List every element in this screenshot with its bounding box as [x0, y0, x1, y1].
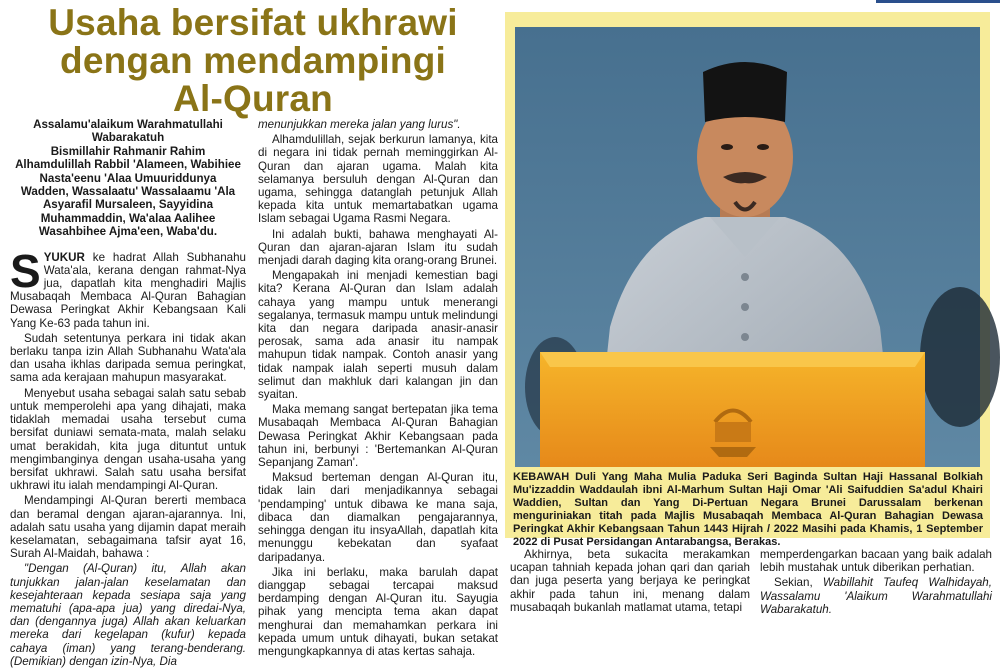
opening-line: Asyarafil Mursaleen, Sayyidina	[42, 198, 214, 212]
article-column-4	[760, 548, 992, 618]
photo-caption-box	[505, 12, 990, 548]
article-column-2	[258, 118, 498, 660]
paragraph: Ini adalah bukti, bahawa menghayati Al-Quran dan ajaran-ajaran Islam itu sudah menjadi darah daging kita orang-orang Brunei.	[258, 227, 498, 268]
photo-caption: KEBAWAH Duli Yang Maha Mulia Paduka Seri Baginda Sultan Haji Hassanal Bolkiah Mu'izzaddin Waddaulah ibni Al-Marhum Sultan Haji Omar 'Ali Saifuddien Sa'adul Khairi Waddien, Sultan dan Yang Di-Pertuan Negara Brunei Darussalam berkenan menguriniakan titah pada Majlis Musabaqah Membaca Al-Quran Bahagian Dewasa Peringkat Akhir Kebangsaan Tahun 1443 Hijrah / 2022 Masihi pada Khamis, 1 September 2022 di Pusat Persidangan Antarabangsa, Berakas.	[513, 471, 983, 548]
opening-line: Wadden, Wassalaatu' Wassalaamu 'Ala	[20, 185, 236, 199]
opening-salutation	[10, 118, 246, 239]
paragraph-text: ke hadrat Allah Subhanahu Wata'ala, kerana dengan rahmat-Nya jua, dapatlah kita menghadiri Majlis Musabaqah Membaca Al-Quran Bahagian Dewasa Peringkat Akhir Kebangsaan Kali Yang Ke-63 pada tahun ini.	[10, 250, 246, 330]
closing-salutation: Wabillahit Taufeq Walhidayah, Wassalamu 'Alaikum Warahmatullahi Wabarakatuh.	[760, 576, 992, 616]
paragraph: Sudah setentunya perkara ini tidak akan berlaku tanpa izin Allah Subhanahu Wata'ala dan usaha ikhlas daripada semua peringkat, sama ada kerajaan mahupun masyarakat.	[10, 331, 246, 385]
paragraph	[10, 244, 246, 330]
opening-line: Wabarakatuh	[91, 131, 165, 145]
opening-line: Alhamdulillah Rabbil 'Alameen, Wabihiee	[15, 158, 241, 172]
headline	[8, 4, 498, 118]
paragraph: Alhamdulillah, sejak berkurun lamanya, kita di negara ini tidak pernah meminggirkan Al-Quran dan ajaran ugama. Malah kita selamanya bersuluh dengan Al-Quran dan ugama, sehingga datanglah petunjuk Allah kepada kita untuk memartabatkan ugama Islam sebagai Ugama Rasmi Negara.	[258, 133, 498, 226]
top-rule	[876, 0, 1000, 3]
paragraph: Maksud berteman dengan Al-Quran itu, tidak lain dari menjadikannya sebagai 'pendamping' untuk dibawa ke mana saja, dibaca dan diamalkan pengajarannya, sehingga dengan itu insyaAllah, dapatlah kita menunggu kebekatan dan syafaat daripadanya.	[258, 471, 498, 564]
closing-paragraph	[760, 576, 992, 616]
paragraph: Menyebut usaha sebagai salah satu sebab untuk memperolehi apa yang dihajati, maka tidaklah memadai usaha tersebut cuma bersifat duniawi semata-mata, malah selaku umat berakidah, kita juga dituntut untuk mengimbanginya dengan usaha-usaha yang bersifat ukhrawi. Salah satu usaha bersifat ukhrawi itu ialah mendampingi Al-Quran.	[10, 386, 246, 493]
paragraph: Mengapakah ini menjadi kemestian bagi kita? Kerana Al-Quran dan Islam adalah cahaya yang mampu untuk menerangi segalanya, termasuk mampu untuk melindungi kita dan negara daripada anasir-anasir perosak, sama ada anasir itu nampak mahupun tidak nampak. Contoh anasir yang tidak nampak ialah seperti musuh dalam selimut dan makhluk dari kalangan jin dan syaitan.	[258, 269, 498, 402]
paragraph: memperdengarkan bacaan yang baik adalah lebih mustahak untuk diberikan perhatian.	[760, 548, 992, 575]
paragraph: Akhirnya, beta sukacita merakamkan ucapan tahniah kepada johan qari dan qariah dan juga peserta yang berjaya ke peringkat akhir pada tahun ini, menang dalam musabaqah bukanlah matlamat utama, tetapi	[510, 548, 750, 614]
photo-illustration	[515, 27, 980, 467]
quran-quote: "Dengan (Al-Quran) itu, Allah akan tunjukkan jalan-jalan keselamatan dan kesejahteraan kepada sesiapa saja yang mematuhi (apa-apa jua) yang diredai-Nya, dan (dengannya juga) Allah akan keluarkan mereka dari kegelapan (kufur) kepada cahaya (iman) yang terang-benderang. (Demikian) dengan izin-Nya, Dia	[10, 562, 246, 668]
paragraph: Mendampingi Al-Quran bererti membaca dan beramal dengan ajaran-ajarannya. Ini, adalah satu usaha yang dijamin dapat meraih keselamatan, sebagaimana tafsir ayat 16, Surah Al-Maidah, bahawa :	[10, 494, 246, 561]
opening-line: Assalamu'alaikum Warahmatullahi	[33, 118, 223, 131]
paragraph: Jika ini berlaku, maka barulah dapat dianggap sebagai tercapai maksud berdamping dengan Al-Quran itu. Sayugia pihak yang mencipta tema akan dapat menghurai dan memahamkan perkara ini kepada umum untuk dihayati, bukan setakat mengungkapkannya di atas kertas sahaja.	[258, 565, 498, 658]
headline-line-1: Usaha bersifat ukhrawi	[48, 2, 458, 43]
sultan-photo	[515, 27, 980, 467]
quran-quote-end: menunjukkan mereka jalan yang lurus".	[258, 118, 461, 131]
lead-word: YUKUR	[43, 250, 85, 264]
article-column-1	[10, 118, 246, 670]
closing-word: Sekian,	[774, 576, 823, 590]
headline-line-3: Al-Quran	[173, 78, 333, 119]
opening-line: Wasahbihee Ajma'een, Waba'du.	[38, 225, 218, 239]
opening-line: Nasta'eenu 'Alaa Umuuriddunya	[39, 171, 217, 185]
opening-line: Muhammaddin, Wa'alaa Aalihee	[40, 211, 216, 225]
article-column-3	[510, 548, 750, 616]
paragraph: Maka memang sangat bertepatan jika tema Musabaqah Membaca Al-Quran Bahagian Dewasa Peringkat Akhir Kebangsaan pada tahun ini, berbunyi : 'Bertemankan Al-Quran Sepanjang Zaman'.	[258, 403, 498, 470]
opening-line: Bismillahir Rahmanir Rahim	[50, 144, 206, 158]
headline-line-2: dengan mendampingi	[60, 40, 446, 81]
drop-cap: S	[10, 244, 41, 297]
